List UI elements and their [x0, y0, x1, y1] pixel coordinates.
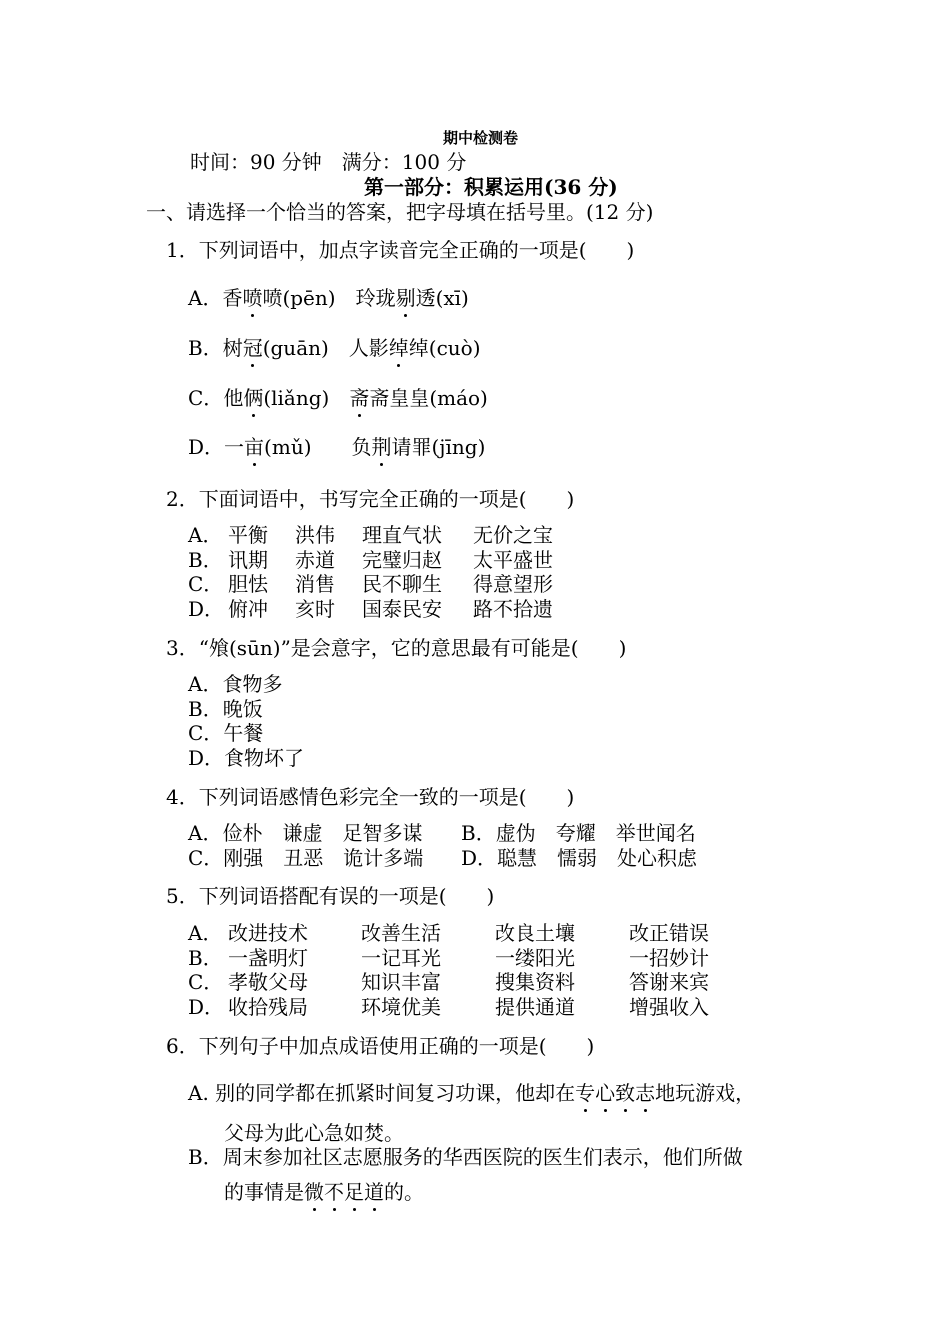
option-text: 一 — [224, 435, 245, 459]
word: 讯期 — [228, 547, 268, 572]
word: 一记耳光 — [361, 945, 441, 970]
word: 民不聊生 — [362, 572, 442, 597]
q3-option: D．食物坏了 — [188, 746, 305, 771]
question-4-stem: 4．下列词语感情色彩完全一致的一项是( ) — [166, 785, 575, 809]
dotted-char: 不 — [324, 1180, 344, 1204]
word: 胆怯 — [228, 572, 268, 597]
option-label: D． — [188, 597, 225, 622]
option-text: 地玩游戏， — [655, 1081, 756, 1105]
option-text: 斋皇皇(máo) — [369, 386, 488, 410]
option-text: 请罪(jīng) — [391, 435, 486, 459]
word: 改进技术 — [228, 921, 308, 945]
q3-options — [188, 672, 304, 771]
word: 一盏明灯 — [228, 945, 308, 970]
word: 知识丰富 — [361, 970, 441, 995]
word: 平衡 — [228, 523, 268, 547]
question-5-stem: 5．下列词语搭配有误的一项是( ) — [166, 884, 495, 908]
q5-option-row — [188, 970, 709, 995]
word: 赤道 — [295, 547, 335, 572]
q1-option-d — [188, 435, 485, 459]
word: 搜集资料 — [495, 970, 575, 995]
option-text: (mǔ) 负 — [264, 435, 372, 459]
word: 一招妙计 — [629, 945, 709, 970]
word: 路不拾遗 — [473, 597, 553, 622]
word: 完璧归赵 — [362, 547, 442, 572]
q6-option-a-line2: 父母为此心急如焚。 — [224, 1121, 404, 1145]
dotted-char: 亩 — [244, 435, 265, 459]
word: 亥时 — [295, 597, 335, 622]
option-label: B． — [188, 945, 223, 970]
q3-option: C．午餐 — [188, 721, 264, 746]
word: 提供通道 — [495, 995, 575, 1020]
option-label: B． — [188, 547, 223, 572]
option-text: 他 — [223, 386, 244, 410]
q4-option-c: C．刚强 丑恶 诡计多端 — [188, 846, 424, 870]
option-label: D． — [188, 435, 225, 459]
word: 环境优美 — [361, 995, 441, 1020]
option-label: C． — [188, 572, 224, 597]
option-text: 香 — [222, 286, 243, 310]
dotted-char: 剔 — [395, 286, 416, 310]
option-text: 树 — [222, 336, 243, 360]
word: 理直气状 — [362, 523, 442, 547]
question-2-stem: 2．下面词语中，书写完全正确的一项是( ) — [166, 487, 575, 511]
question-3-stem: 3．“飧(sūn)”是会意字，它的意思最有可能是( ) — [166, 636, 627, 660]
dotted-char: 绰 — [388, 336, 409, 360]
option-text: 透(xī) — [415, 286, 469, 310]
dotted-char: 冠 — [242, 336, 263, 360]
option-label: A． — [188, 921, 223, 945]
word: 无价之宝 — [473, 523, 553, 547]
word: 答谢来宾 — [629, 970, 709, 995]
q2-option-row — [188, 572, 553, 597]
option-text: (liǎng) — [263, 386, 350, 410]
option-text: (guān) 人影 — [262, 336, 389, 360]
dotted-char: 志 — [635, 1081, 656, 1105]
option-label: C． — [188, 970, 224, 995]
word: 改善生活 — [361, 921, 441, 945]
q5-option-row — [188, 946, 709, 971]
q6-option-a — [188, 1081, 755, 1105]
q4-option-b: B．虚伪 夸耀 举世闻名 — [461, 821, 696, 845]
option-text: 的。 — [384, 1180, 424, 1204]
q2-options — [188, 523, 553, 622]
word: 俯冲 — [228, 597, 268, 622]
word: 得意望形 — [473, 572, 553, 597]
q1-option-c — [188, 386, 488, 410]
q6-option-b-line2 — [224, 1180, 424, 1204]
word: 洪伟 — [295, 523, 335, 547]
dotted-char: 微 — [304, 1180, 324, 1204]
word: 消售 — [295, 572, 335, 597]
dotted-char: 荆 — [371, 435, 392, 459]
dotted-char: 喷 — [242, 286, 263, 310]
word: 国泰民安 — [362, 597, 442, 622]
dotted-char: 足 — [344, 1180, 364, 1204]
option-label: A． — [188, 523, 223, 547]
option-label: B． — [188, 336, 223, 360]
question-1-stem: 1．下列词语中，加点字读音完全正确的一项是( ) — [166, 238, 635, 262]
word: 改良土壤 — [495, 921, 575, 945]
q5-option-row — [188, 921, 709, 946]
q2-option-row — [188, 523, 553, 548]
word: 孝敬父母 — [228, 970, 308, 995]
dotted-char: 俩 — [243, 386, 264, 410]
q5-options — [188, 921, 709, 1020]
q5-option-row — [188, 995, 709, 1020]
dotted-char: 心 — [595, 1081, 616, 1105]
q4-option-d: D．聪慧 懦弱 处心积虑 — [461, 846, 698, 870]
word: 增强收入 — [629, 995, 709, 1020]
part-title: 第一部分：积累运用(36 分) — [364, 175, 618, 199]
option-label: A． — [188, 286, 223, 310]
option-label: D． — [188, 995, 225, 1020]
word: 太平盛世 — [473, 547, 553, 572]
dotted-char: 致 — [615, 1081, 636, 1105]
word: 一缕阳光 — [495, 945, 575, 970]
option-text: A. 别的同学都在抓紧时间复习功课，他却在 — [188, 1081, 576, 1105]
word: 改正错误 — [629, 921, 709, 945]
section-heading: 一、请选择一个恰当的答案，把字母填在括号里。(12 分) — [146, 200, 654, 224]
question-6-stem: 6．下列句子中加点成语使用正确的一项是( ) — [166, 1034, 595, 1058]
q3-option: A．食物多 — [188, 672, 283, 696]
dotted-char: 斋 — [349, 386, 370, 410]
page-title: 期中检测卷 — [443, 129, 519, 147]
q6-option-b: B．周末参加社区志愿服务的华西医院的医生们表示，他们所做 — [188, 1145, 743, 1169]
time-score-line: 时间：90 分钟 满分：100 分 — [190, 150, 467, 174]
q3-option: B．晚饭 — [188, 696, 263, 721]
q1-option-a — [188, 286, 469, 310]
q2-option-row — [188, 548, 553, 573]
word: 收拾残局 — [228, 995, 308, 1020]
dotted-char: 专 — [575, 1081, 596, 1105]
option-text: 喷(pēn) 玲珑 — [262, 286, 396, 310]
option-text: 的事情是 — [224, 1180, 304, 1204]
dotted-char: 道 — [364, 1180, 384, 1204]
option-text: 绰(cuò) — [408, 336, 481, 360]
option-label: C． — [188, 386, 224, 410]
q2-option-row — [188, 597, 553, 622]
q1-option-b — [188, 336, 481, 360]
q4-option-a: A．俭朴 谦虚 足智多谋 — [188, 821, 423, 845]
